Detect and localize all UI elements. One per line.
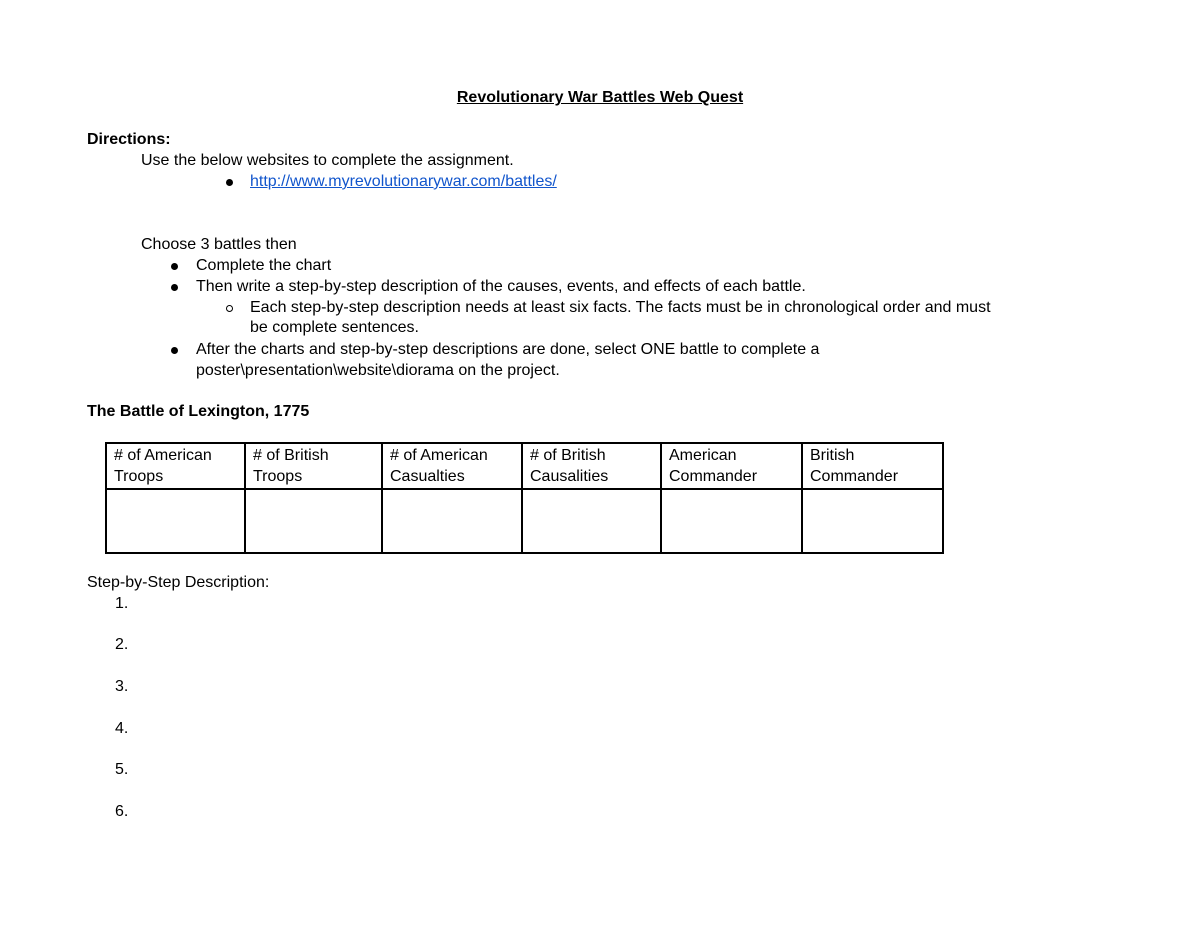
battle-chart-table <box>105 442 944 554</box>
bullet-icon <box>171 347 178 354</box>
column-header: # of British Troops <box>245 443 382 489</box>
battles-website-link[interactable]: http://www.myrevolutionarywar.com/battles/ <box>250 173 557 190</box>
directions-heading: Directions: <box>87 131 171 148</box>
step-number: 5. <box>115 761 129 778</box>
instruction-subitem-line2: be complete sentences. <box>250 319 419 336</box>
table-cell[interactable] <box>522 489 661 553</box>
table-cell[interactable] <box>661 489 802 553</box>
bullet-icon <box>226 179 233 186</box>
column-header: British Commander <box>802 443 943 489</box>
instruction-item-chart: Complete the chart <box>196 257 332 274</box>
step-number: 4. <box>115 720 129 737</box>
table-cell[interactable] <box>106 489 245 553</box>
instruction-subitem-line1: Each step-by-step description needs at least six facts. The facts must be in chronological order and must <box>250 299 991 316</box>
bullet-icon <box>171 263 178 270</box>
step-number: 6. <box>115 803 129 820</box>
column-header: American Commander <box>661 443 802 489</box>
column-header: # of American Troops <box>106 443 245 489</box>
step-number: 1. <box>115 595 129 612</box>
instructions-lead: Choose 3 battles then <box>141 236 297 253</box>
instruction-item-description: Then write a step-by-step description of the causes, events, and effects of each battle. <box>196 278 806 295</box>
table-cell[interactable] <box>382 489 522 553</box>
step-description-label: Step-by-Step Description: <box>87 574 270 591</box>
step-number: 3. <box>115 678 129 695</box>
battle-heading: The Battle of Lexington, 1775 <box>87 403 310 420</box>
table-header-row <box>106 443 943 489</box>
step-number: 2. <box>115 636 129 653</box>
column-header: # of British Causalities <box>522 443 661 489</box>
page-title: Revolutionary War Battles Web Quest <box>456 89 744 106</box>
hollow-bullet-icon <box>226 305 233 312</box>
instruction-item-project-line1: After the charts and step-by-step descriptions are done, select ONE battle to complete a <box>196 341 820 358</box>
table-row <box>106 489 943 553</box>
directions-intro: Use the below websites to complete the assignment. <box>141 152 514 169</box>
table-cell[interactable] <box>245 489 382 553</box>
instruction-item-project-line2: poster\presentation\website\diorama on the project. <box>196 362 560 379</box>
column-header: # of American Casualties <box>382 443 522 489</box>
bullet-icon <box>171 284 178 291</box>
table-cell[interactable] <box>802 489 943 553</box>
